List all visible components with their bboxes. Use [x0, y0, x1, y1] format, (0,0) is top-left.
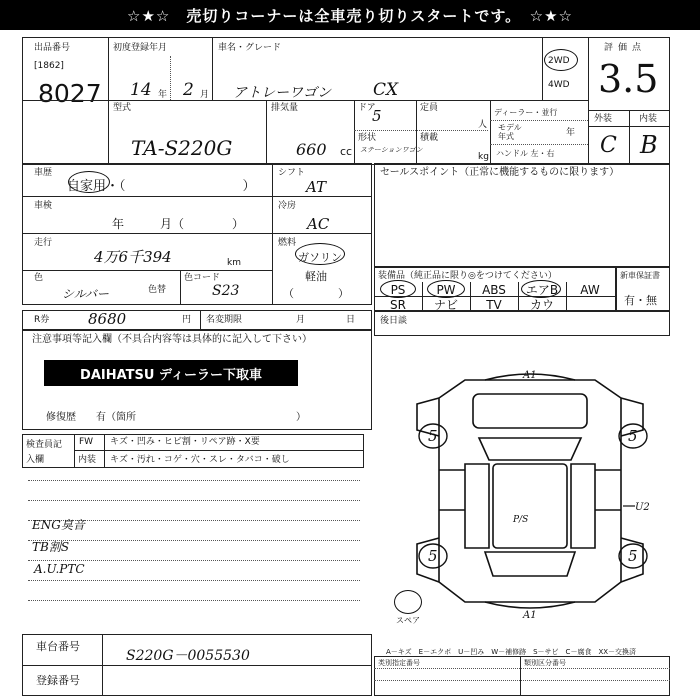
color-value: シルバー — [62, 287, 109, 301]
model-year-label: モデル年式 — [498, 123, 522, 141]
repair-history: 修復歴 有（箇所 ） — [46, 412, 306, 423]
damage-a1-front: A1 — [523, 370, 537, 381]
name-change-label: 名変期限 — [206, 315, 243, 325]
model-year-unit: 年 — [566, 128, 576, 138]
mileage-unit: km — [227, 258, 241, 268]
ext-label: 外装 — [594, 114, 613, 124]
color-code: S23 — [212, 283, 240, 299]
equip-ps: PS — [390, 283, 406, 297]
damage-u2: U2 — [635, 502, 650, 513]
memo-line-2: TB割S — [32, 540, 70, 554]
drive-4wd: 4WD — [548, 80, 570, 90]
equip-airbag: エアB — [525, 283, 559, 297]
wheel-fr-mark: 5 — [628, 427, 638, 445]
shift-label: シフト — [278, 168, 306, 178]
load-unit: kg — [478, 152, 489, 162]
chassis-value: S220G－0055530 — [126, 648, 250, 664]
inspector-label: 検査員記入欄 — [26, 440, 63, 465]
drive-circle — [544, 49, 578, 71]
car-grade: CX — [373, 80, 399, 100]
reg-month: 2 — [183, 80, 194, 100]
lot-number: 8027 — [38, 79, 102, 108]
plate-label: 登録番号 — [36, 674, 80, 687]
equip-aw: AW — [580, 283, 600, 297]
handle-label: ハンドル 左・右 — [496, 149, 555, 158]
wheel-fl-mark: 5 — [428, 427, 438, 445]
equip-tv: TV — [486, 298, 502, 312]
wheel-rr-mark: 5 — [628, 547, 638, 565]
score-label: 評価点 — [604, 43, 647, 53]
designation-label: 类別指定番号 — [378, 659, 420, 667]
airbag-circle — [521, 280, 561, 298]
fuel-label: 燃料 — [278, 238, 297, 248]
doors-value: 5 — [372, 107, 382, 125]
doors-label: ドア — [358, 103, 376, 113]
seats-unit: 人 — [478, 120, 488, 130]
equip-row2 — [374, 297, 616, 311]
fw-label: FW — [79, 437, 94, 447]
memo-line-3: A.U.PTC — [34, 562, 85, 576]
name-change-day: 日 — [346, 315, 356, 325]
reg-month-unit: 月 — [200, 90, 210, 100]
history-label: 車歴 — [34, 168, 53, 178]
damage-legend: A－キズ E－エクボ U－凹み W－補修跡 S－サビ C－腐食 XX－交換済 — [386, 648, 637, 656]
shape-value: ステーションワゴン — [360, 146, 423, 154]
shift-value: AT — [306, 178, 327, 196]
int-label: 内装 — [639, 114, 658, 124]
name-label: 車名・グレード — [218, 43, 282, 53]
mileage-value: 4万6千394 — [94, 248, 172, 266]
car-diagram — [395, 360, 665, 620]
repaint-label: 色替 — [148, 285, 167, 295]
equip-sr: SR — [390, 298, 406, 312]
inspection-value: 年 月（ ） — [112, 217, 245, 231]
memo-line-1: ENG臭音 — [32, 518, 85, 532]
header-banner: ☆★☆ 売切りコーナーは全車売り切りスタートです。 ☆★☆ — [0, 0, 700, 30]
ac-value: AC — [307, 215, 330, 233]
lot-sub: [1862] — [34, 61, 64, 71]
sales-label: セールスポイント（正常に機能するものに限ります） — [380, 167, 620, 178]
type-no-label: 類別区分番号 — [524, 659, 566, 667]
load-label: 積載 — [420, 133, 439, 143]
disp-unit: cc — [340, 145, 353, 158]
inspection-label: 車検 — [34, 201, 53, 211]
color-label: 色 — [34, 273, 44, 283]
ac-label: 冷房 — [278, 201, 297, 211]
history-circle — [68, 171, 110, 193]
lot-label: 出品番号 — [34, 43, 71, 53]
reg-year-unit: 年 — [158, 90, 168, 100]
car-name: アトレーワゴン — [233, 85, 331, 101]
recycle-value: 8680 — [88, 310, 127, 328]
drive-2wd: 2WD — [548, 56, 570, 66]
warranty-value: 有・無 — [624, 294, 657, 307]
fuel-value: ガソリン — [298, 251, 342, 264]
disp-value: 660 — [296, 140, 327, 159]
equip-pw: PW — [436, 283, 456, 297]
pw-circle — [427, 280, 465, 298]
seats-label: 定員 — [420, 103, 439, 113]
equip-label: 装備品（純正品に限り◎をつけてください） — [378, 271, 557, 281]
fuel-circle — [295, 243, 345, 265]
name-change-month: 月 — [296, 315, 306, 325]
color-code-label: 色コード — [184, 273, 221, 283]
recycle-yen: 円 — [182, 315, 192, 325]
model-label: 型式 — [113, 103, 132, 113]
wheel-rl-mark: 5 — [428, 547, 438, 565]
int-grade: B — [640, 131, 658, 159]
chassis-label: 車台番号 — [36, 640, 80, 653]
equip-abs: ABS — [482, 283, 506, 297]
score-value: 3.5 — [598, 57, 659, 101]
damage-ps: P/S — [513, 515, 529, 525]
disp-label: 排気量 — [271, 103, 299, 113]
ext-grade: C — [600, 133, 617, 158]
fuel-alt: 軽油 — [305, 270, 327, 283]
aftersale-label: 後日談 — [380, 316, 408, 326]
equip-cow: カウ — [529, 298, 554, 312]
damage-a1-rear: A1 — [523, 610, 537, 620]
inspector-row2: キズ・汚れ・コゲ・穴・スレ・タバコ・破し — [110, 455, 290, 465]
inner-label: 内装 — [78, 455, 97, 465]
reg-label: 初度登録年月 — [113, 43, 168, 53]
spare-label: スペア — [396, 616, 420, 625]
warranty-label: 新車保証書 — [620, 271, 660, 280]
model-value: TA-S220G — [131, 136, 233, 160]
ps-circle — [380, 280, 416, 298]
history-value: 自家用・（ ） — [67, 179, 256, 194]
mileage-label: 走行 — [34, 238, 53, 248]
spare-tire — [394, 590, 422, 614]
dealer-banner: DAIHATSU ディーラー下取車 — [44, 360, 298, 386]
shape-label: 形状 — [358, 133, 377, 143]
fuel-paren: （ ） — [283, 287, 349, 300]
inspector-row1: キズ・凹み・ヒビ割・リペア跡・X要 — [110, 437, 260, 447]
recycle-label: R券 — [34, 315, 50, 325]
equip-navi: ナビ — [433, 298, 458, 312]
reg-year: 14 — [130, 80, 152, 100]
dealer-label: ディーラー・並行 — [494, 108, 558, 117]
notes-label: 注意事項等記入欄（不具合内容等は具体的に記入して下さい） — [32, 334, 312, 345]
